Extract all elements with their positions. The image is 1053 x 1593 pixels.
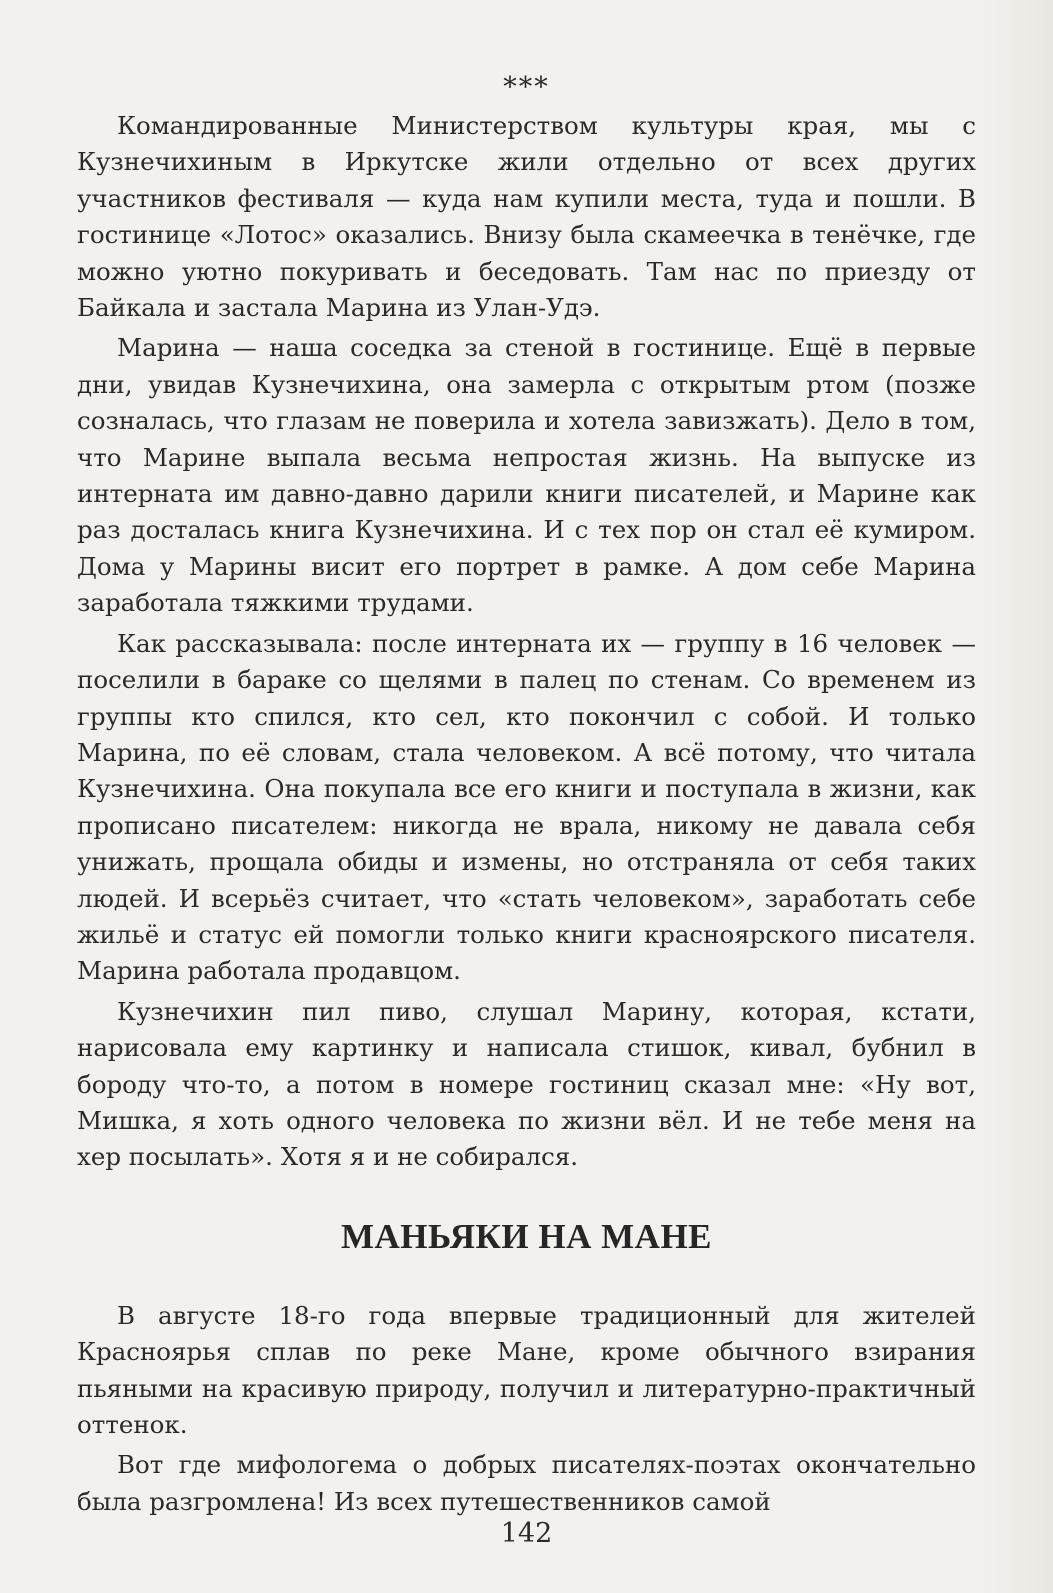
facing-page-shadow xyxy=(983,0,1053,1593)
paragraph-marina-story: Как рассказывала: после интерната их — группу в 16 человек — поселили в бараке со щелями в палец по стенам. Со временем из группы кто спился, кто сел, кто покончил с собой. И только Марина, по её словам, стала человеком. А всё потому, что читала Кузнечихина. Она покупала все его книги и поступала в жизни, как прописано писателем: никогда не врала, никому не давала себя унижать, прощала обиды и измены, но отстраняла от себя таких людей. И всерьёз считает, что «стать человеком», заработать себе жильё и статус ей помогли только книги красноярского писателя. Марина работала продавцом. xyxy=(77,628,976,986)
paragraph-lotos-hotel: Командированные Министерством культуры края, мы с Кузнечихиным в Иркутске жили отдельно от всех других участников фестиваля — куда нам купили места, туда и пошли. В гостинице «Лотос» оказались. Внизу была скамеечка в тенёчке, где можно уютно покуривать и беседовать. Там нас по приезду от Байкала и застала Марина из Улан-Удэ. xyxy=(77,111,976,323)
paragraph-mythologem: Вот где мифологема о добрых писателях-поэтах окончательно была разгромлена! Из всех путешественников самой xyxy=(77,1450,976,1516)
page-number: 142 xyxy=(500,1518,553,1549)
page-body xyxy=(77,70,976,1520)
chapter-heading: МАНЬЯКИ НА МАНЕ xyxy=(340,1216,713,1256)
section-separator: *** xyxy=(503,72,550,103)
paragraph-kuznechikhin-beer: Кузнечихин пил пиво, слушал Марину, которая, кстати, нарисовала ему картинку и написала стишок, кивал, бубнил в бороду что-то, а потом в номере гостиниц сказал мне: «Ну вот, Мишка, я хоть одного человека по жизни вёл. И не тебе меня на хер посылать». Хотя я и не собирался. xyxy=(77,996,976,1172)
paragraph-august-rafting: В августе 18-го года впервые традиционный для жителей Красноярья сплав по реке Мане, кроме обычного взирания пьяными на красивую природу, получил и литературно-практичный оттенок. xyxy=(77,1300,976,1439)
paragraph-marina-neighbor: Марина — наша соседка за стеной в гостинице. Ещё в первые дни, увидав Кузнечихина, она замерла с открытым ртом (позже созналась, что глазам не поверила и хотела завизжать). Дело в том, что Марине выпала весьма непростая жизнь. На выпуске из интерната им давно-давно дарили книги писателей, и Марине как раз досталась книга Кузнечихина. И с тех пор он стал её кумиром. Дома у Марины висит его портрет в рамке. А дом себе Марина заработала тяжкими трудами. xyxy=(77,333,976,618)
